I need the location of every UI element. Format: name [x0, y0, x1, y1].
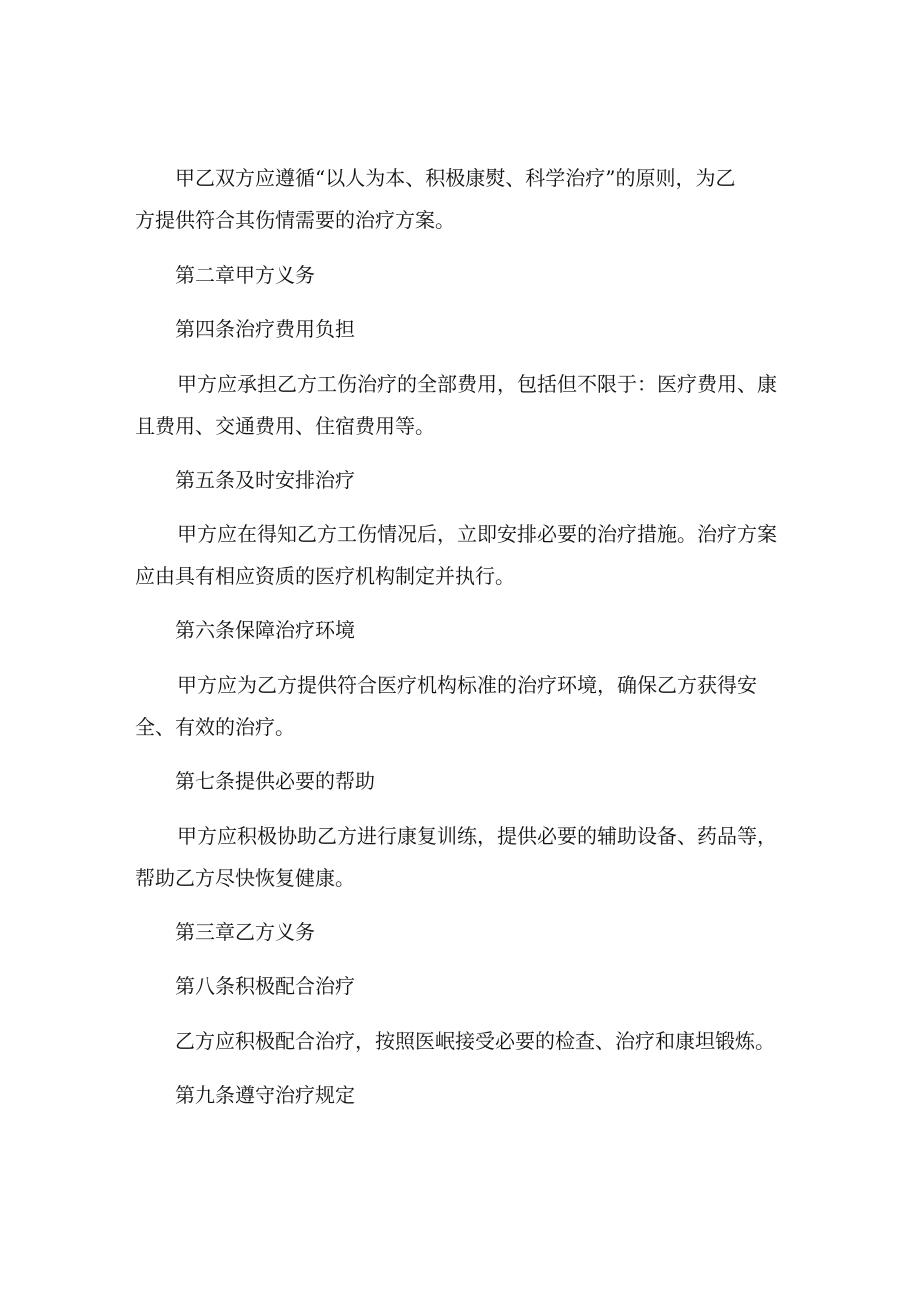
article-5-body-line-1: 甲方应在得知乙方工伤情况后，立即安排必要的治疗措施。治疗方案 [177, 522, 777, 546]
chapter-heading-party-b: 第三章乙方义务 [175, 920, 315, 944]
article-5-body-line-2: 应由具有相应资质的医疗机构制定并执行。 [135, 564, 515, 588]
article-6-body-line-1: 甲方应为乙方提供符合医疗机构标准的治疗环境，确保乙方获得安 [177, 673, 757, 697]
paragraph-principle-line-1: 甲乙双方应遵循“以人为本、积极康熨、科学治疗”的原则，为乙 [175, 166, 736, 190]
article-6-title: 第六条保障治疗环境 [175, 618, 355, 642]
article-6-body-line-2: 全、有效的治疗。 [135, 715, 295, 739]
article-4-body-line-1: 甲方应承担乙方工伤治疗的全部费用，包括但不限于：医疗费用、康 [177, 372, 777, 396]
article-7-body-line-2: 帮助乙方尽快恢复健康。 [135, 866, 355, 890]
article-5-title: 第五条及时安排治疗 [175, 468, 355, 492]
chapter-heading-party-a: 第二章甲方义务 [175, 263, 315, 287]
paragraph-principle-line-2: 方提供符合其伤情需要的治疗方案。 [135, 208, 455, 232]
article-8-title: 第八条积极配合治疗 [175, 974, 355, 998]
article-7-title: 第七条提供必要的帮助 [175, 769, 375, 793]
article-7-body-line-1: 甲方应积极协助乙方进行康复训练，提供必要的辅助设备、药品等， [177, 824, 777, 848]
article-8-body-line-1: 乙方应积极配合治疗，按照医岷接受必要的检查、治疗和康坦锻炼。 [175, 1029, 775, 1053]
article-4-title: 第四条治疗费用负担 [175, 317, 355, 341]
article-9-title: 第九条遵守治疗规定 [175, 1083, 355, 1107]
article-4-body-line-2: 且费用、交通费用、住宿费用等。 [135, 414, 435, 438]
